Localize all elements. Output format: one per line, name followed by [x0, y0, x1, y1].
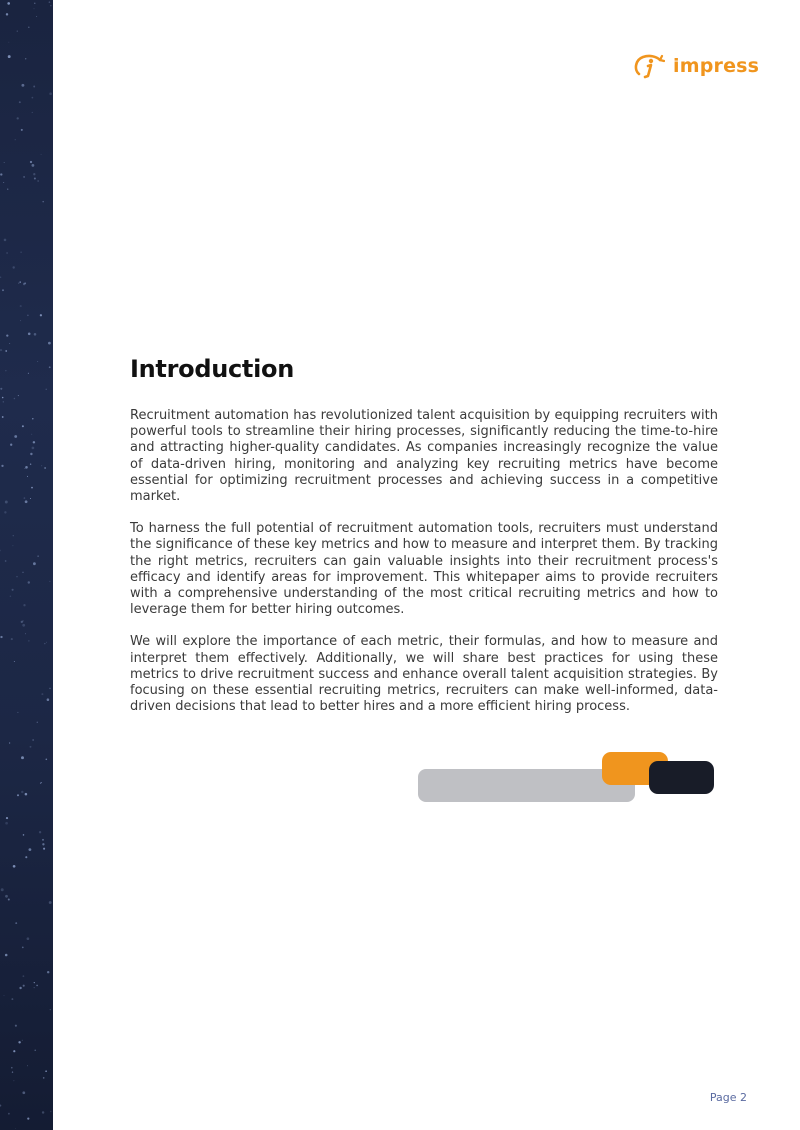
impress-logo-icon [633, 52, 665, 80]
page-number: Page 2 [709, 1091, 747, 1104]
brand-name: impress [673, 55, 760, 77]
decorative-side-strip [0, 0, 53, 1130]
brand-logo [633, 52, 759, 80]
starfield-pattern [0, 0, 53, 1130]
section-heading: Introduction [130, 355, 294, 383]
main-content [130, 352, 718, 715]
intro-paragraph-1: Recruitment automation has revolutionized talent acquisition by equipping recruiters with powerful tools to streamline their hiring processes, significantly reducing the time-to-hire and attracting higher-quality candidates. As companies increasingly recognize the value of data-driven hiring, monitoring and analyzing key recruiting metrics have become essential for optimizing recruitment processes and achieving success in a competitive market. [130, 408, 718, 505]
intro-paragraph-2: To harness the full potential of recruitment automation tools, recruiters must understand the significance of these key metrics and how to measure and interpret them. By tracking the right metrics, recruiters can gain valuable insights into their recruitment process's efficacy and identify areas for improvement. This whitepaper aims to provide recruiters with a comprehensive understanding of the most critical recruiting metrics and how to leverage them for better hiring outcomes. [130, 521, 718, 618]
decor-dark-block [649, 761, 714, 794]
intro-paragraph-3: We will explore the importance of each metric, their formulas, and how to measure and interpret them effectively. Additionally, we will share best practices for using these metrics to drive recruitment success and enhance overall talent acquisition strategies. By focusing on these essential recruiting metrics, recruiters can make well-informed, data-driven decisions that lead to better hires and a more efficient hiring process. [130, 634, 718, 715]
